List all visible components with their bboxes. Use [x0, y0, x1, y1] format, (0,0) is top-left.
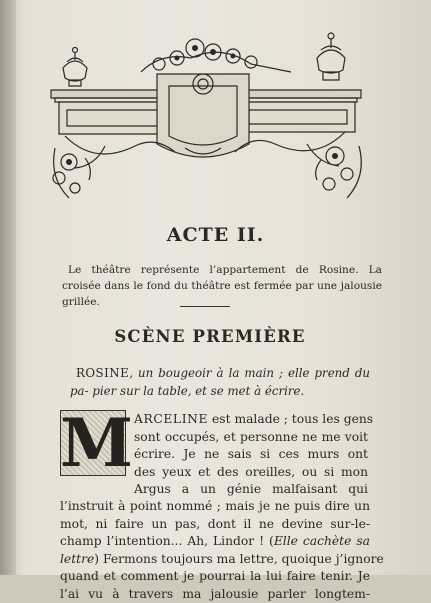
text-line — [60, 551, 370, 569]
stage-aside: lettre — [60, 552, 94, 566]
dropcap — [60, 410, 126, 476]
text-fragment: champ l’intention... Ah, Lindor ! ( — [60, 534, 274, 548]
page-gutter — [0, 0, 16, 575]
act-title: ACTE II. — [0, 224, 431, 246]
body-text-wrapped-2 — [134, 481, 368, 499]
text-line: écrire. Je ne sais si ces murs ont — [134, 446, 368, 464]
text-line: l’ai vu à travers ma jalousie parler longtem- — [60, 586, 370, 603]
text-line — [60, 533, 370, 551]
text-line: Argus a un génie malfaisant qui — [134, 481, 368, 499]
text-fragment: est malade ; tous les gens — [208, 412, 373, 426]
text-line: mot, ni faire un pas, dont il ne devine sur-le- — [60, 516, 370, 534]
body-text-wrapped — [134, 411, 368, 481]
character-name: ROSINE — [76, 366, 129, 380]
divider-rule — [180, 306, 230, 307]
text-line: l’instruit à point nommé ; mais je ne puis dire un — [60, 498, 370, 516]
text-line: sont occupés, et personne ne me voit — [134, 429, 368, 447]
stage-aside: Elle cachète sa — [274, 534, 370, 548]
text-fragment: ) Fermons toujours ma lettre, quoique j’ignore — [94, 552, 384, 566]
first-word-caps: ARCELINE — [134, 412, 208, 426]
scene-title: SCÈNE PREMIÈRE — [0, 327, 420, 346]
body-text-full — [60, 498, 370, 603]
direction-line-1: , un bougeoir à la main ; elle prend du pa- — [70, 366, 370, 398]
stage-direction: Le théâtre représente l’appartement de Rosine. La croisée dans le fond du théâtre est fermée par une jalousie grillée. — [62, 262, 382, 310]
character-direction — [70, 364, 370, 400]
dropcap-letter: M — [60, 404, 126, 482]
ornamental-headpiece — [45, 28, 370, 206]
text-line: des yeux et des oreilles, ou si mon — [134, 464, 368, 482]
text-line — [134, 411, 368, 429]
text-line: quand et comment je pourrai la lui faire tenir. Je — [60, 568, 370, 586]
direction-line-2: pier sur la table, et se met à écrire. — [92, 384, 304, 398]
